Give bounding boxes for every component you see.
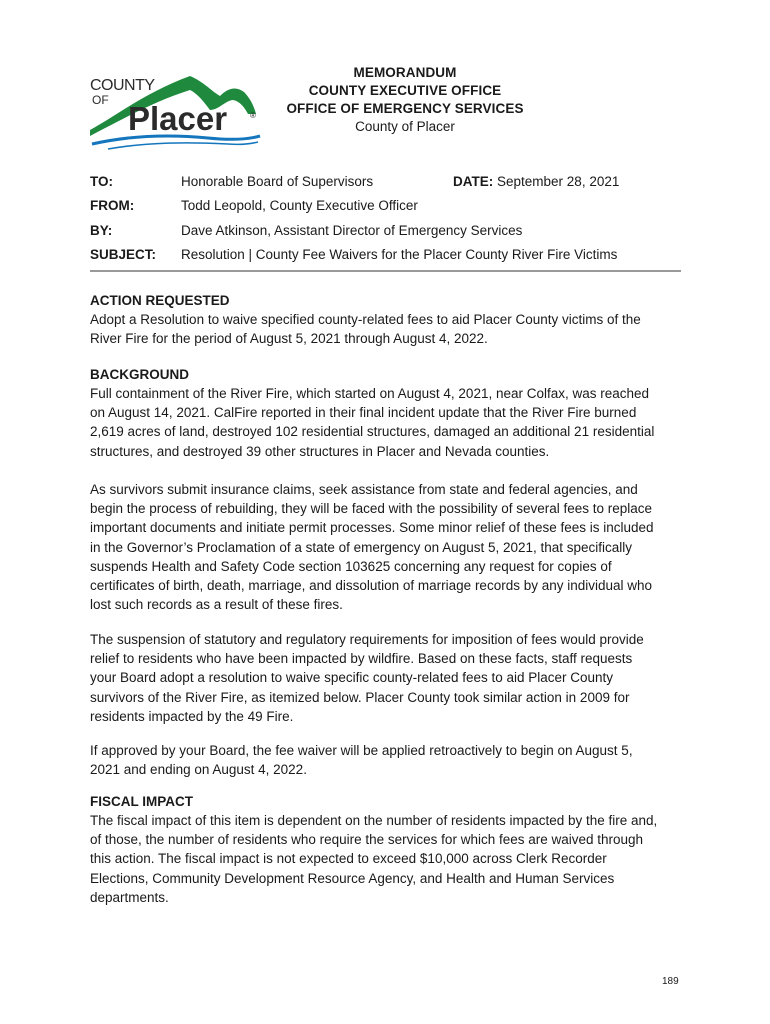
text-line: Full containment of the River Fire, which started on August 4, 2021, near Colfax, was reached bbox=[90, 386, 650, 401]
text-line: If approved by your Board, the fee waiver will be applied retroactively to begin on August 5, bbox=[90, 743, 633, 758]
text-line: Elections, Community Development Resource Agency, and Health and Human Services bbox=[90, 870, 615, 886]
logo-water-line-2 bbox=[108, 142, 258, 149]
background-heading: BACKGROUND bbox=[90, 367, 189, 382]
background-paragraph-1 bbox=[90, 384, 682, 461]
header-divider bbox=[90, 270, 681, 272]
fiscal-paragraph bbox=[90, 811, 682, 907]
logo-of-text: OF bbox=[92, 93, 109, 107]
header-memorandum: MEMORANDUM bbox=[353, 65, 457, 80]
text-line: suspends Health and Safety Code section 103625 concerning any request for copies of bbox=[90, 558, 612, 574]
section-background-p2 bbox=[90, 480, 682, 614]
logo-county-text: COUNTY bbox=[90, 77, 155, 94]
logo-placer-text: Placer bbox=[128, 100, 228, 137]
text-line: River Fire for the period of August 5, 2021 through August 4, 2022. bbox=[90, 331, 488, 347]
text-line: lost such records as a result of these fires. bbox=[90, 597, 343, 613]
text-line: in the Governor’s Proclamation of a state of emergency on August 5, 2021, that specifically bbox=[90, 539, 633, 555]
page-number: 189 bbox=[662, 976, 679, 987]
text-line: The suspension of statutory and regulatory requirements for imposition of fees would provide bbox=[90, 632, 644, 647]
section-background-p3 bbox=[90, 630, 682, 726]
background-paragraph-4 bbox=[90, 741, 682, 779]
text-line: begin the process of rebuilding, they will be faced with the possibility of several fees to replace bbox=[90, 501, 653, 517]
text-line: The fiscal impact of this item is dependent on the number of residents impacted by the fire and, bbox=[90, 813, 658, 828]
text-line: As survivors submit insurance claims, seek assistance from state and federal agencies, and bbox=[90, 482, 638, 497]
by-value: Dave Atkinson, Assistant Director of Emergency Services bbox=[181, 223, 523, 238]
section-background-p4 bbox=[90, 741, 682, 779]
date-value: September 28, 2021 bbox=[497, 174, 620, 189]
memo-date bbox=[453, 173, 619, 191]
action-paragraph bbox=[90, 310, 682, 348]
date-label: DATE: bbox=[453, 174, 494, 189]
action-heading: ACTION REQUESTED bbox=[90, 293, 230, 308]
memo-header bbox=[260, 64, 550, 136]
text-line: departments. bbox=[90, 889, 169, 905]
background-paragraph-2 bbox=[90, 480, 682, 614]
subject-value: Resolution | County Fee Waivers for the Placer County River Fire Victims bbox=[181, 247, 618, 262]
text-line: 2021 and ending on August 4, 2022. bbox=[90, 762, 307, 778]
section-fiscal-impact bbox=[90, 793, 682, 907]
header-county-executive-office: COUNTY EXECUTIVE OFFICE bbox=[308, 83, 502, 98]
text-line: certificates of birth, death, marriage, and dissolution of marriage records by any individual who bbox=[90, 578, 653, 594]
text-line: survivors of the River Fire, as itemized below. Placer County took similar action in 2009 for bbox=[90, 689, 630, 705]
text-line: this action. The fiscal impact is not expected to exceed $10,000 across Clerk Recorder bbox=[90, 851, 607, 867]
text-line: of those, the number of residents who require the services for which fees are waived through bbox=[90, 832, 644, 848]
text-line: residents impacted by the 49 Fire. bbox=[90, 708, 294, 724]
fiscal-heading: FISCAL IMPACT bbox=[90, 794, 193, 809]
by-label: BY: bbox=[90, 223, 113, 238]
text-line: Adopt a Resolution to waive specified county-related fees to aid Placer County victims of the bbox=[90, 312, 641, 327]
text-line: structures, and destroyed 39 other structures in Placer and Nevada counties. bbox=[90, 443, 550, 459]
subject-label: SUBJECT: bbox=[90, 247, 157, 262]
text-line: your Board adopt a resolution to waive specific county-related fees to aid Placer County bbox=[90, 670, 614, 686]
county-of-placer-logo bbox=[88, 70, 266, 150]
header-county-of-placer: County of Placer bbox=[355, 119, 455, 134]
placer-logo-mark bbox=[88, 70, 266, 150]
to-label: TO: bbox=[90, 174, 113, 189]
to-value: Honorable Board of Supervisors bbox=[181, 174, 374, 189]
text-line: 2,619 acres of land, destroyed 102 residential structures, damaged an additional 21 residential bbox=[90, 424, 655, 440]
section-background bbox=[90, 366, 682, 461]
text-line: on August 14, 2021. CalFire reported in their final incident update that the River Fire burned bbox=[90, 405, 637, 421]
text-line: relief to residents who have been impacted by wildfire. Based on these facts, staff requests bbox=[90, 651, 633, 667]
logo-registered-mark: ® bbox=[250, 111, 256, 120]
header-office-emergency-services: OFFICE OF EMERGENCY SERVICES bbox=[286, 101, 524, 116]
section-action-requested bbox=[90, 292, 682, 348]
from-label: FROM: bbox=[90, 198, 135, 213]
background-paragraph-3 bbox=[90, 630, 682, 726]
text-line: important documents and initiate permit processes. Some minor relief of these fees is included bbox=[90, 520, 654, 536]
from-value: Todd Leopold, County Executive Officer bbox=[181, 198, 418, 213]
